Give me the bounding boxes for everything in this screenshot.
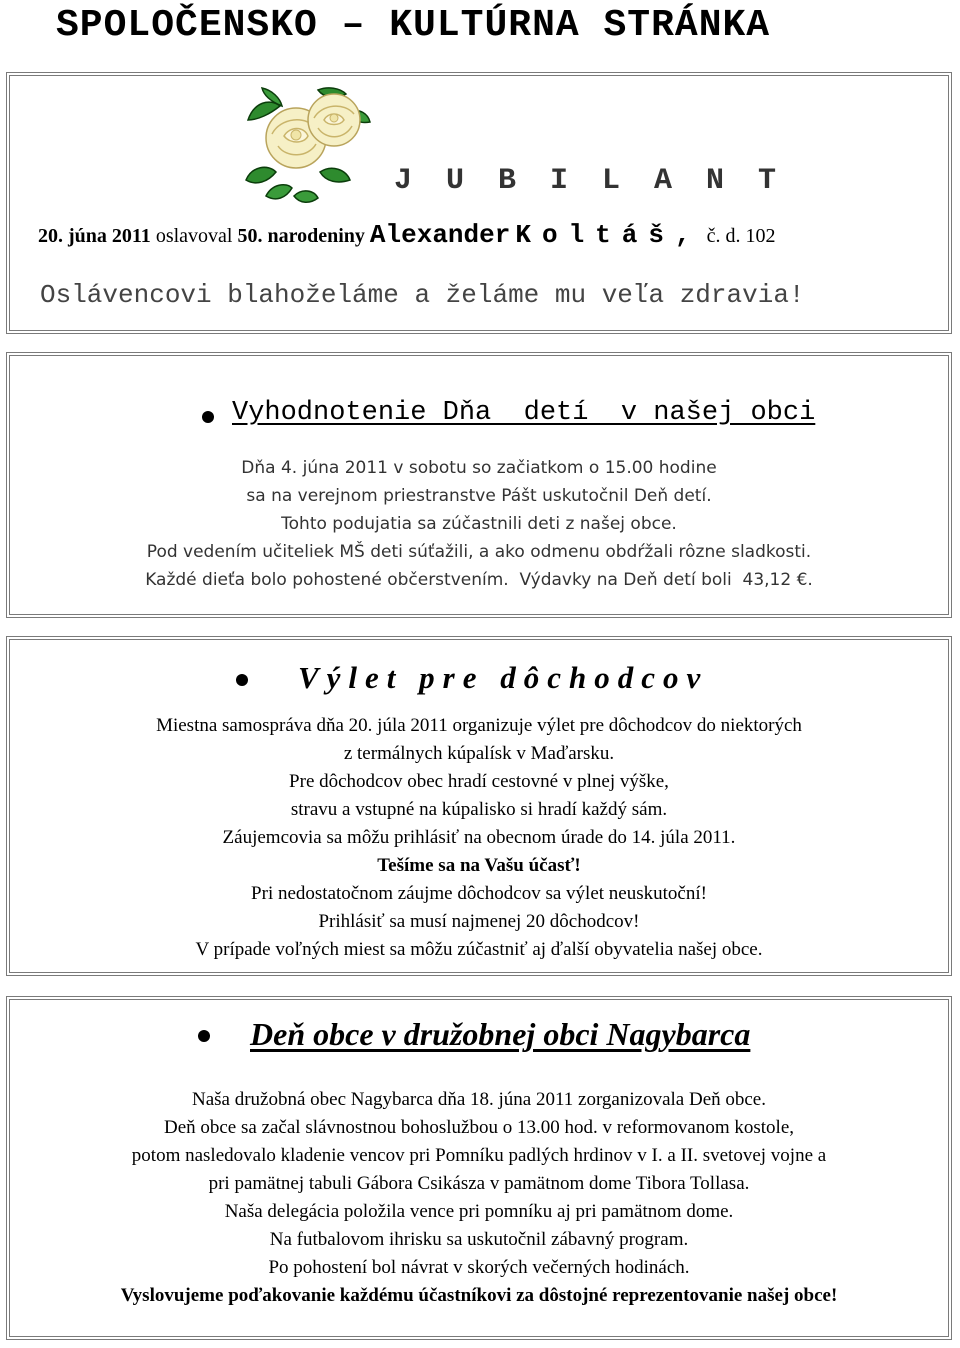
children-day-line-4: Pod vedením učiteliek MŠ deti súťažili, a ako odmenu obdŕžali rôzne sladkosti. xyxy=(146,542,812,562)
children-day-heading: Vyhodnotenie Dňa detí v našej obci xyxy=(232,398,816,428)
bullet-icon xyxy=(202,411,214,423)
village-day-line-4: pri pamätnej tabuli Gábora Csikásza v pamätnom dome Tibora Tollasa. xyxy=(208,1173,750,1194)
village-day-line-5: Naša delegácia položila vence pri pomníku aj pri pamätnom dome. xyxy=(224,1201,734,1222)
children-day-line-5: Každé dieťa bolo pohostené občerstvením. Výdavky na Deň detí boli 43,12 €. xyxy=(145,570,813,590)
trip-line-8: Prihlásiť sa musí najmenej 20 dôchodcov! xyxy=(318,911,640,932)
trip-line-7: Pri nedostatočnom záujme dôchodcov sa výlet neuskutoční! xyxy=(251,883,707,904)
village-day-line-1: Naša družobná obec Nagybarca dňa 18. júna 2011 zorganizovala Deň obce. xyxy=(192,1089,766,1110)
trip-line-4: stravu a vstupné na kúpalisko si hradí každý sám. xyxy=(290,799,668,820)
village-day-line-3: potom nasledovalo kladenie vencov pri Pomníku padlých hrdinov v I. a II. svetovej vojne a xyxy=(131,1145,827,1166)
village-day-line-7: Po pohostení bol návrat v skorých večerných hodinách. xyxy=(268,1257,690,1278)
children-day-box xyxy=(6,352,952,618)
jubilant-verb: oslavoval xyxy=(155,225,233,247)
village-day-box xyxy=(6,996,952,1340)
jubilant-surname: Koltáš, xyxy=(515,220,702,250)
trip-box xyxy=(6,636,952,976)
children-day-line-2: sa na verejnom priestranstve Pášt uskutočnil Deň detí. xyxy=(246,486,712,506)
trip-line-3: Pre dôchodcov obec hradí cestovné v plnej výške, xyxy=(289,771,669,792)
trip-line-9: V prípade voľných miest sa môžu zúčastniť aj ďalší obyvatelia našej obce. xyxy=(195,939,763,960)
trip-line-2: z termálnych kúpalísk v Maďarsku. xyxy=(343,743,615,764)
children-day-line-1: Dňa 4. júna 2011 v sobotu so začiatkom o 15.00 hodine xyxy=(241,458,717,478)
trip-line-5: Záujemcovia sa môžu prihlásiť na obecnom úrade do 14. júla 2011. xyxy=(222,827,736,848)
bullet-icon xyxy=(236,674,248,686)
jubilant-address: č. d. 102 xyxy=(706,225,776,247)
village-day-line-8: Vyslovujeme poďakovanie každému účastníkovi za dôstojné reprezentovanie našej obce! xyxy=(120,1285,838,1306)
jubilant-box xyxy=(6,72,952,334)
village-day-line-2: Deň obce sa začal slávnostnou bohoslužbou o 13.00 hod. v reformovanom kostole, xyxy=(163,1117,795,1138)
village-day-text xyxy=(10,1086,948,1310)
children-day-line-3: Tohto podujatia sa zúčastnili deti z našej obce. xyxy=(281,514,677,534)
trip-heading: Výlet pre dôchodcov xyxy=(298,660,709,695)
trip-line-6: Tešíme sa na Vašu účasť! xyxy=(377,855,581,876)
jubilant-info xyxy=(38,220,775,250)
bullet-icon xyxy=(198,1030,210,1042)
jubilant-birthday: 50. narodeniny xyxy=(237,225,365,247)
village-day-line-6: Na futbalovom ihrisku sa uskutočnil zábavný program. xyxy=(269,1229,689,1250)
page-title: SPOLOČENSKO – KULTÚRNA STRÁNKA xyxy=(56,4,771,47)
trip-line-1: Miestna samospráva dňa 20. júla 2011 organizuje výlet pre dôchodcov do niektorých xyxy=(156,715,802,736)
jubilant-first-name: Alexander xyxy=(369,220,511,250)
roses-image xyxy=(236,84,376,211)
children-day-text xyxy=(10,454,948,594)
jubilant-date: 20. júna 2011 xyxy=(38,225,151,247)
jubilant-wish: Oslávencovi blahoželáme a želáme mu veľa zdravia! xyxy=(40,280,805,310)
trip-text xyxy=(10,712,948,964)
jubilant-heading: J U B I L A N T xyxy=(394,164,785,198)
village-day-heading: Deň obce v družobnej obci Nagybarca xyxy=(250,1016,751,1052)
